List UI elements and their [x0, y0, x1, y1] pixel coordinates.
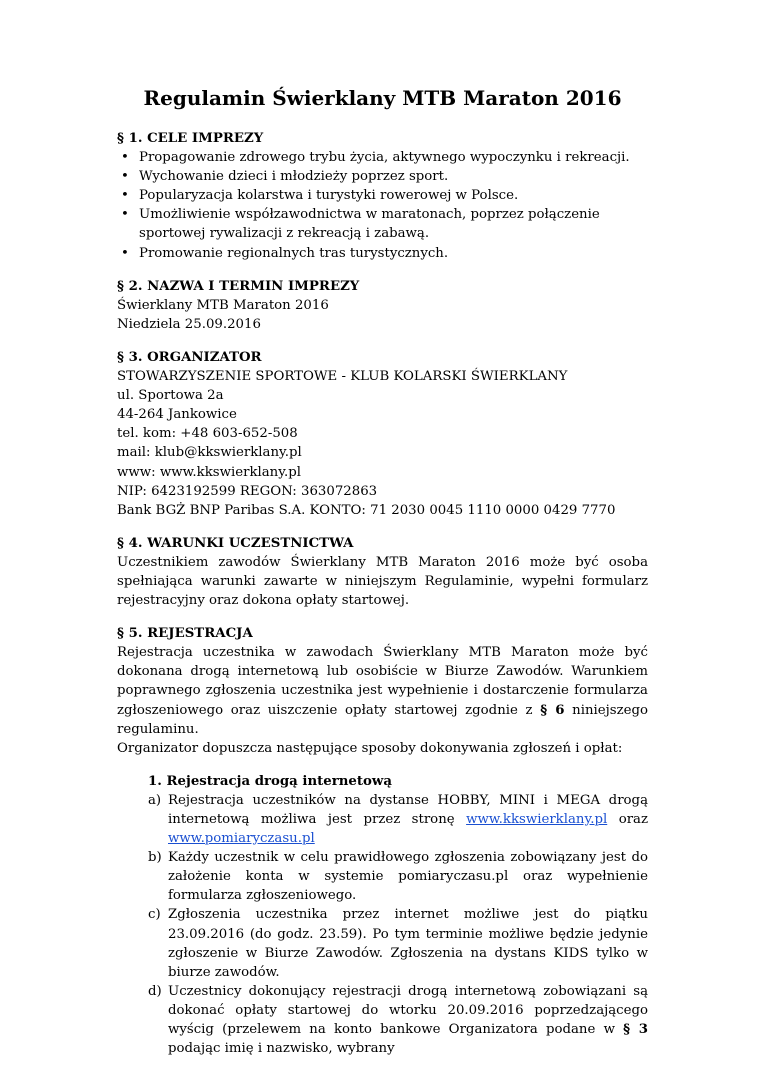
document-title: Regulamin Świerklany MTB Maraton 2016 — [143, 86, 622, 110]
list-marker: d) — [148, 983, 162, 999]
item-a-mid: oraz — [607, 812, 648, 827]
goals-item: • Popularyzacja kolarstwa i turystyki rowerowej w Polsce. — [117, 186, 648, 205]
organizer-mail: mail: klub@kkswierklany.pl — [117, 445, 302, 461]
organizer-nip: NIP: 6423192599 REGON: 363072863 — [117, 483, 378, 499]
section-organizer — [117, 348, 648, 520]
item-b-text: Każdy uczestnik w celu prawidłowego zgłoszenia zobowiązany jest do założenie konta w systemie pomiaryczasu.pl oraz wypełnienie formularza zgłoszeniowego. — [168, 850, 648, 904]
registration-intro-a: Rejestracja uczestnika w zawodach Świerklany MTB Maraton może być dokonana drogą internetową lub osobiście w Biurze Zawodów. Warunkiem poprawnego zgłoszenia uczestnika jest wypełnienie i dostarczenie formularza zgłoszeniowego oraz uiszczenie opłaty startowej zgodnie z — [117, 645, 648, 718]
organizer-www: www: www.kkswierklany.pl — [117, 464, 301, 480]
list-marker: c) — [148, 907, 161, 923]
list-marker: a) — [148, 792, 162, 808]
item-d-ref: § 3 — [623, 1022, 648, 1038]
section-conditions-title: § 4. WARUNKI UCZESTNICTWA — [117, 535, 354, 551]
online-registration-title: 1. Rejestracja drogą internetową — [148, 773, 392, 789]
organizer-name: STOWARZYSZENIE SPORTOWE - KLUB KOLARSKI ŚWIERKLANY — [117, 369, 568, 385]
organizer-bank: Bank BGŻ BNP Paribas S.A. KONTO: 71 2030 0045 1110 0000 0429 7770 — [117, 502, 616, 518]
event-date: Niedziela 25.09.2016 — [117, 316, 261, 332]
registration-ref: § 6 — [540, 702, 565, 718]
item-d-text-a: Uczestnicy dokonujący rejestracji drogą internetową zobowiązani są dokonać opłaty startowej do wtorku 20.09.2016 poprzedzającego wyścig (przelewem na konto bankowe Organizatora podane w — [168, 983, 648, 1038]
goals-item: • Promowanie regionalnych tras turystycznych. — [117, 244, 648, 263]
list-item — [148, 848, 648, 905]
section-name-date — [117, 277, 648, 334]
kkswierklany-link[interactable]: www.kkswierklany.pl — [466, 812, 608, 827]
registration-methods: Organizator dopuszcza następujące sposoby dokonywania zgłoszeń i opłat: — [117, 740, 623, 756]
document-page — [117, 85, 648, 1072]
organizer-street: ul. Sportowa 2a — [117, 388, 224, 404]
organizer-city: 44-264 Jankowice — [117, 407, 237, 423]
goals-item: • Wychowanie dzieci i młodzieży poprzez sport. — [117, 167, 648, 186]
goals-item: • Umożliwienie współzawodnictwa w maratonach, poprzez połączenie sportowej rywalizacji z rekreacją i zabawą. — [117, 205, 648, 243]
item-d-text-b: podając imię i nazwisko, wybrany — [168, 1041, 395, 1057]
list-item — [148, 791, 648, 848]
organizer-phone: tel. kom: +48 603-652-508 — [117, 426, 298, 442]
goals-item: • Propagowanie zdrowego trybu życia, aktywnego wypoczynku i rekreacji. — [117, 148, 648, 167]
section-conditions — [117, 534, 648, 610]
item-a-text: Rejestracja uczestników na dystanse HOBBY, MINI i MEGA drogą internetową możliwa jest przez stronę — [168, 792, 648, 827]
online-registration — [148, 772, 648, 1058]
section-registration-title: § 5. REJESTRACJA — [117, 626, 253, 642]
section-goals-title: § 1. CELE IMPREZY — [117, 131, 264, 146]
event-name: Świerklany MTB Maraton 2016 — [117, 297, 329, 313]
section-name-date-title: § 2. NAZWA I TERMIN IMPREZY — [117, 278, 360, 294]
section-organizer-title: § 3. ORGANIZATOR — [117, 349, 262, 365]
list-marker: b) — [148, 850, 162, 866]
list-item — [148, 982, 648, 1058]
list-item — [148, 905, 648, 981]
registration-intro — [117, 643, 648, 738]
item-c-text: Zgłoszenia uczestnika przez internet możliwe jest do piątku 23.09.2016 (do godz. 23.59). Po tym terminie możliwe będzie jedynie zgłoszenie w Biurze Zawodów. Zgłoszenia na dystans KIDS tylko w biurze zawodów. — [168, 907, 648, 980]
section-goals — [117, 129, 648, 263]
online-registration-list — [148, 791, 648, 1058]
goals-list — [117, 148, 648, 263]
pomiaryczasu-link[interactable]: www.pomiaryczasu.pl — [168, 831, 315, 847]
conditions-text: Uczestnikiem zawodów Świerklany MTB Maraton 2016 może być osoba spełniająca warunki zawarte w niniejszym Regulaminie, wypełni formularz rejestracyjny oraz dokona opłaty startowej. — [117, 554, 648, 609]
registration-intro-b: niniejszego regulaminu. — [117, 702, 649, 737]
section-registration — [117, 624, 648, 1058]
